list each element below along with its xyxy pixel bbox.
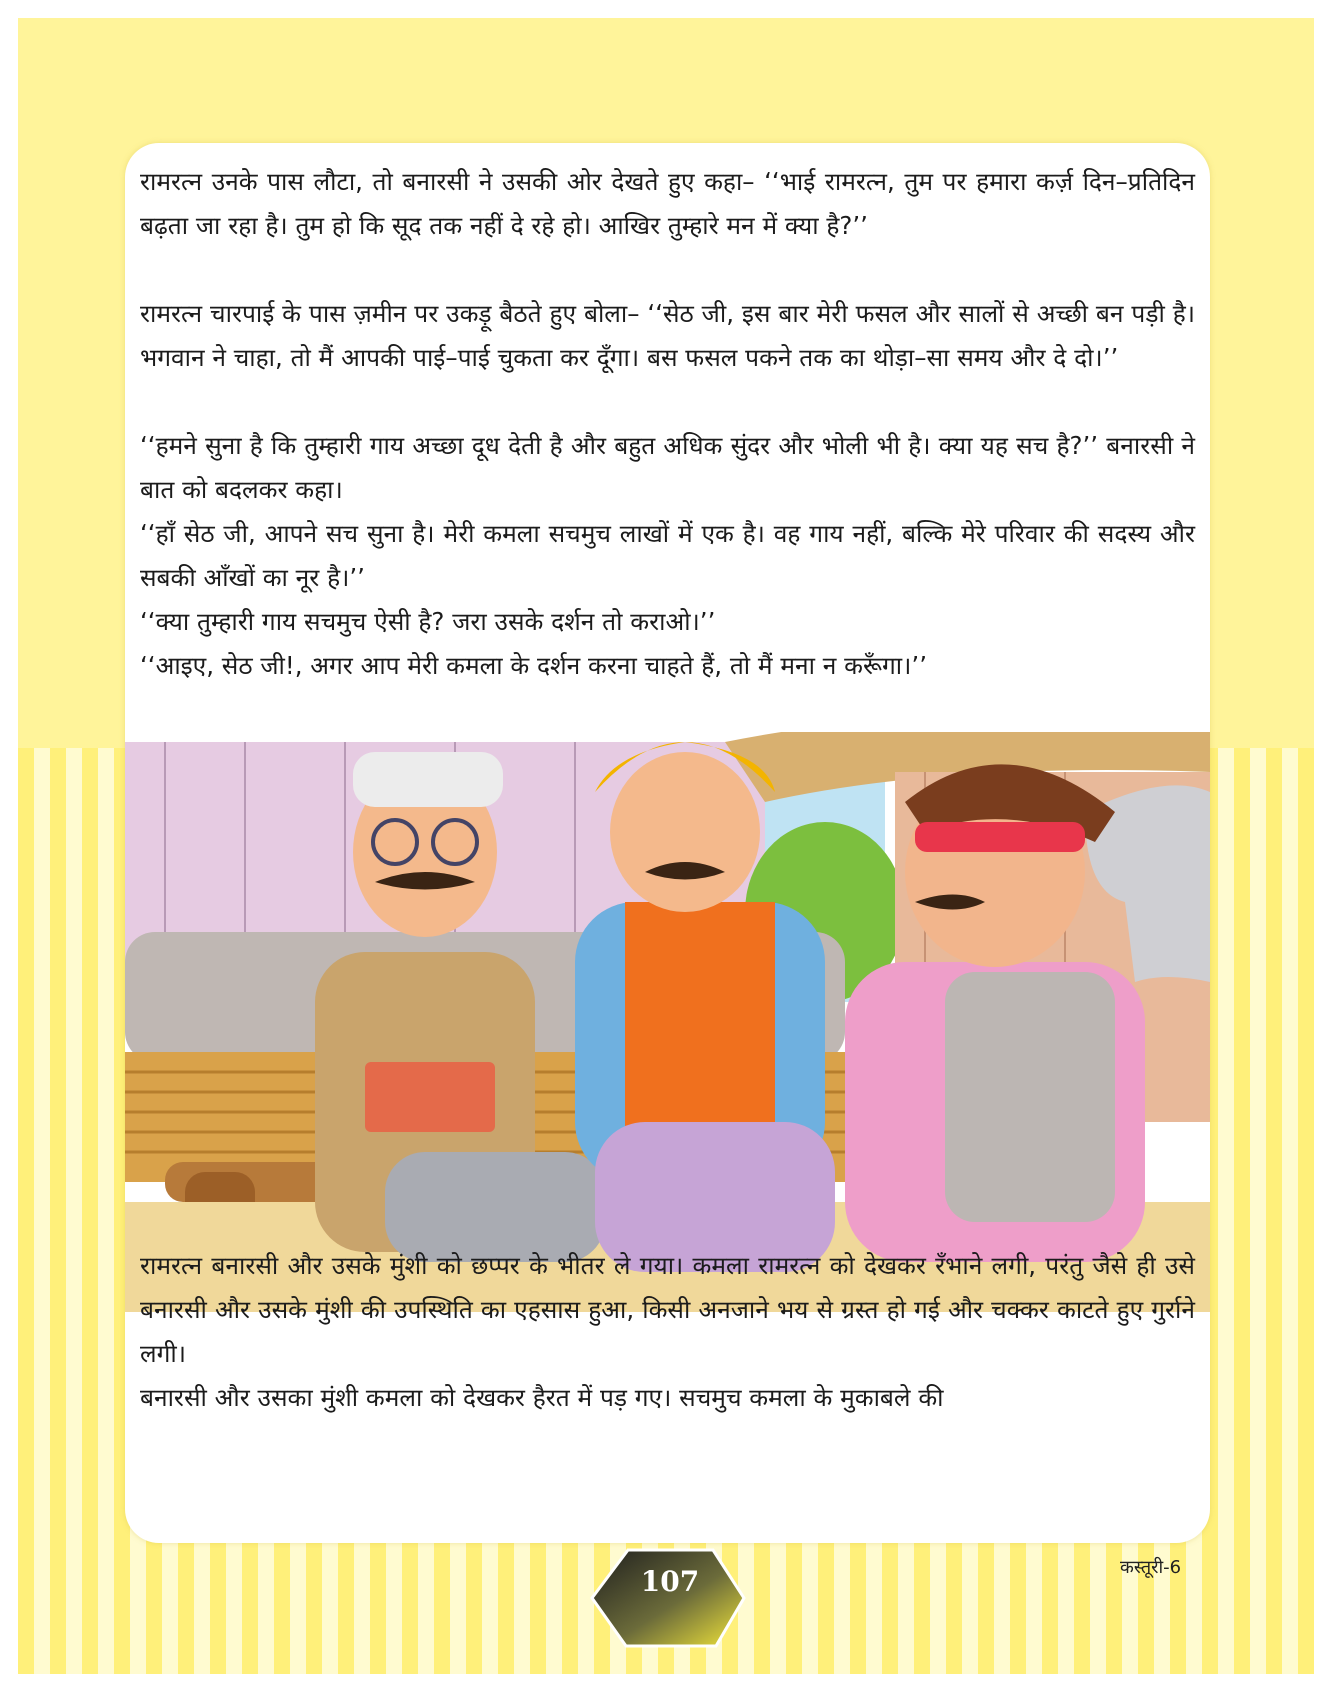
story-illustration: [125, 732, 1210, 1312]
grey-vest: [945, 972, 1115, 1222]
story-paragraph: ‘‘आइए, सेठ जी!, अगर आप मेरी कमला के दर्शन करना चाहते हैं, तो मैं मना न करूँगा।’’: [140, 651, 927, 680]
story-paragraph: रामरत्न उनके पास लौटा, तो बनारसी ने उसकी ओर देखते हुए कहा– ‘‘भाई रामरत्न, तुम पर हमारा कर्ज़ दिन–प्रतिदिन बढ़ता जा रहा है। तुम हो कि सूद तक नहीं दे रहे हो। आखिर तुम्हारे मन में क्या है?’’: [140, 167, 1195, 240]
account-book: [365, 1062, 495, 1132]
story-paragraph: रामरत्न बनारसी और उसके मुंशी को छप्पर के भीतर ले गया। कमला रामरत्न को देखकर रँभाने लगी, परंतु जैसे ही उसे बनारसी और उसके मुंशी की उपस्थिति का एहसास हुआ, किसी अनजाने भय से ग्रस्त हो गई और चक्कर काटते हुए गुर्राने लगी।: [140, 1251, 1195, 1368]
story-paragraph: ‘‘हाँ सेठ जी, आपने सच सुना है। मेरी कमला सचमुच लाखों में एक है। वह गाय नहीं, बल्कि मेरे परिवार की सदस्य और सबकी आँखों का नूर है।’’: [140, 519, 1195, 592]
headband: [915, 822, 1085, 852]
orange-vest: [625, 902, 775, 1132]
page-number: 107: [640, 1565, 700, 1598]
book-label: कस्तूरी-6: [1120, 1557, 1182, 1578]
story-paragraph: बनारसी और उसका मुंशी कमला को देखकर हैरत में पड़ गए। सचमुच कमला के मुकाबले की: [140, 1383, 944, 1412]
story-paragraph: रामरत्न चारपाई के पास ज़मीन पर उकड़ू बैठते हुए बोला– ‘‘सेठ जी, इस बार मेरी फसल और सालों से अच्छी बन पड़ी है। भगवान ने चाहा, तो मैं आपकी पाई–पाई चुकता कर दूँगा। बस फसल पकने तक का थोड़ा–सा समय और दे दो।’’: [140, 299, 1195, 372]
story-paragraph: ‘‘क्या तुम्हारी गाय सचमुच ऐसी है? जरा उसके दर्शन तो कराओ।’’: [140, 607, 716, 636]
cap: [353, 752, 503, 807]
story-paragraph: ‘‘हमने सुना है कि तुम्हारी गाय अच्छा दूध देती है और बहुत अधिक सुंदर और भोली भी है। क्या यह सच है?’’ बनारसी ने बात को बदलकर कहा।: [140, 431, 1195, 504]
page-number-badge: [588, 1548, 746, 1648]
